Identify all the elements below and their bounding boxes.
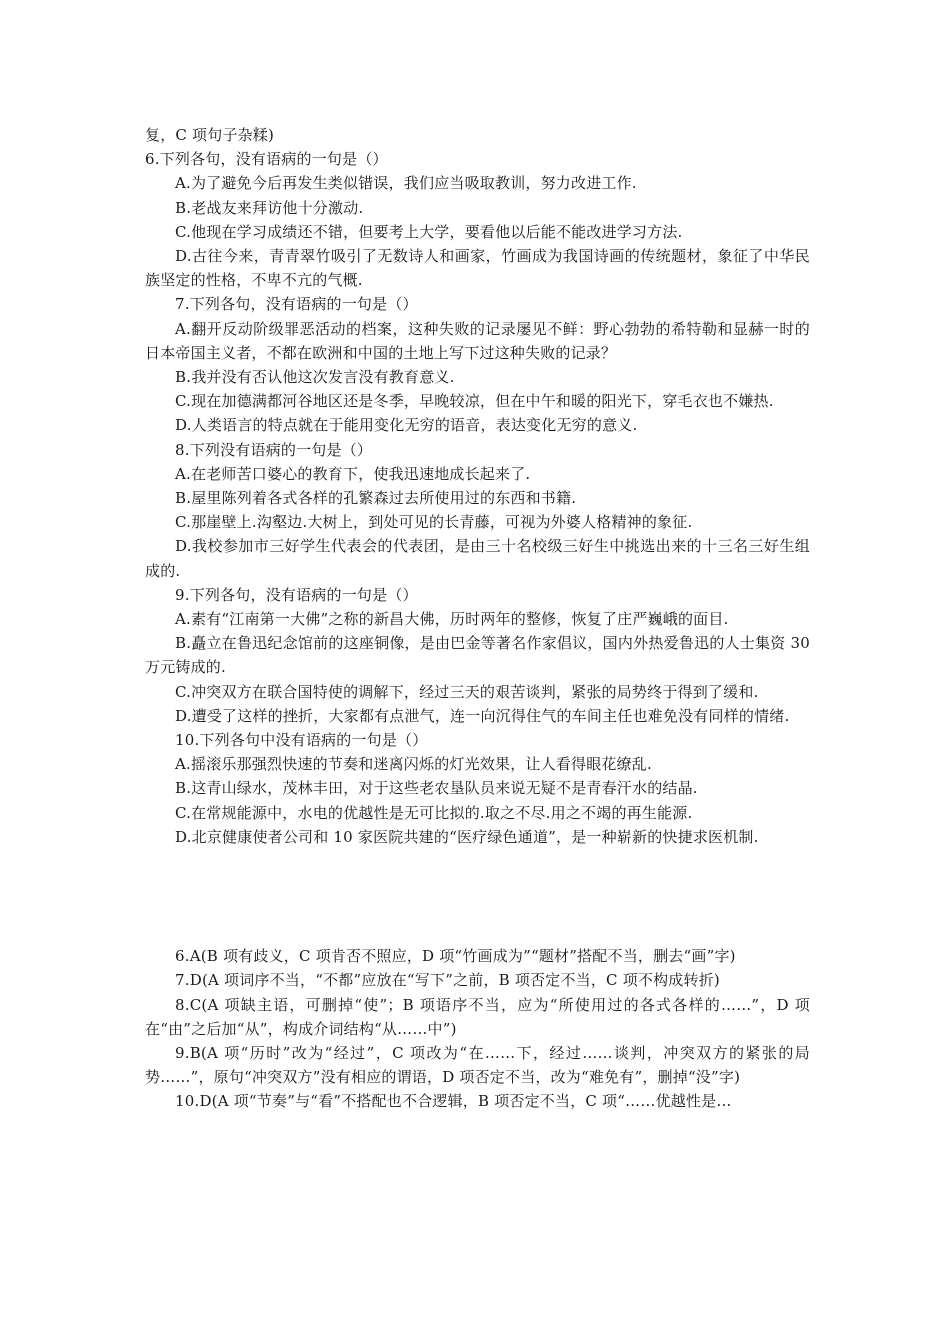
question-7-option-c: C.现在加德满都河谷地区还是冬季，早晚较凉，但在中午和暖的阳光下，穿毛衣也不嫌热. [175, 392, 774, 411]
answer-8: 8.C(A 项缺主语，可删掉“使”；B 项语序不当，应为“所使用过的各式各样的……”，D 项在“由”之后加“从”，构成介词结构“从……中”) [145, 995, 810, 1038]
question-9-option-a: A.素有“江南第一大佛”之称的新昌大佛，历时两年的整修，恢复了庄严巍峨的面目. [175, 610, 729, 629]
document-page [145, 123, 810, 1114]
answer-7: 7.D(A 项词序不当，“不都”应放在“写下”之前，B 项否定不当，C 项不构成转折) [175, 971, 720, 990]
question-9-stem: 9.下列各句，没有语病的一句是（） [175, 585, 418, 604]
question-8-option-a: A.在老师苦口婆心的教育下，使我迅速地成长起来了. [175, 464, 531, 483]
question-10-option-d: D.北京健康使者公司和 10 家医院共建的“医疗绿色通道”，是一种崭新的快捷求医机制. [175, 827, 759, 846]
question-7-option-a: A.翻开反动阶级罪恶活动的档案，这种失败的记录屡见不鲜：野心勃勃的希特勒和显赫一时的日本帝国主义者，不都在欧洲和中国的土地上写下过这种失败的记录？ [145, 319, 810, 362]
question-7-option-d: D.人类语言的特点就在于能用变化无穷的语音，表达变化无穷的意义. [175, 416, 638, 435]
section-gap [145, 849, 810, 944]
question-7-stem: 7.下列各句，没有语病的一句是（） [175, 295, 418, 314]
question-8-option-b: B.屋里陈列着各式各样的孔繁森过去所使用过的东西和书籍. [175, 489, 577, 508]
question-6-option-c: C.他现在学习成绩还不错，但要考上大学，要看他以后能不能改进学习方法. [175, 222, 683, 241]
question-6-option-b: B.老战友来拜访他十分激动. [175, 198, 364, 217]
question-7-option-b: B.我并没有否认他这次发言没有教育意义. [175, 368, 455, 387]
question-8-stem: 8.下列没有语病的一句是（） [175, 440, 373, 459]
question-6-stem: 6.下列各句，没有语病的一句是（） [145, 150, 388, 169]
question-8-option-d: D.我校参加市三好学生代表会的代表团，是由三十名校级三好生中挑选出来的十三名三好生组成的. [145, 537, 810, 580]
carry-over-line: 复，C 项句子杂糅) [145, 126, 275, 144]
question-9-option-c: C.冲突双方在联合国特使的调解下，经过三天的艰苦谈判，紧张的局势终于得到了缓和. [175, 682, 759, 701]
answer-9: 9.B(A 项“历时”改为“经过”，C 项改为“在……下，经过……谈判，冲突双方的紧张的局势……”，原句“冲突双方”没有相应的谓语，D 项否定不当，改为“难免有”，删掉“没”字) [145, 1043, 810, 1087]
question-6-option-d: D.古往今来，青青翠竹吸引了无数诗人和画家，竹画成为我国诗画的传统题材，象征了中华民族坚定的性格，不卑不亢的气概. [145, 247, 810, 290]
question-6-option-a: A.为了避免今后再发生类似错误，我们应当吸取教训，努力改进工作. [175, 174, 637, 193]
question-9-option-d: D.遭受了这样的挫折，大家都有点泄气，连一向沉得住气的车间主任也难免没有同样的情绪. [175, 706, 790, 725]
question-9-option-b: B.矗立在鲁迅纪念馆前的这座铜像，是由巴金等著名作家倡议，国内外热爱鲁迅的人士集资 30 万元铸成的. [145, 634, 810, 677]
question-8-option-c: C.那崖壁上.沟壑边.大树上，到处可见的长青藤，可视为外婆人格精神的象征. [175, 513, 693, 532]
answer-6: 6.A(B 项有歧义，C 项肯否不照应，D 项“竹画成为”“题材”搭配不当，删去“画”字) [175, 947, 736, 966]
question-10-option-a: A.摇滚乐那强烈快速的节奏和迷离闪烁的灯光效果，让人看得眼花缭乱. [175, 755, 652, 774]
question-10-option-b: B.这青山绿水，茂林丰田，对于这些老农垦队员来说无疑不是青春汗水的结晶. [175, 779, 698, 798]
question-10-stem: 10.下列各句中没有语病的一句是（） [175, 731, 428, 750]
answer-10: 10.D(A 项“节奏”与“看”不搭配也不合逻辑，B 项否定不当，C 项“……优越性是… [175, 1092, 732, 1111]
question-10-option-c: C.在常规能源中，水电的优越性是无可比拟的.取之不尽.用之不竭的再生能源. [175, 803, 693, 822]
